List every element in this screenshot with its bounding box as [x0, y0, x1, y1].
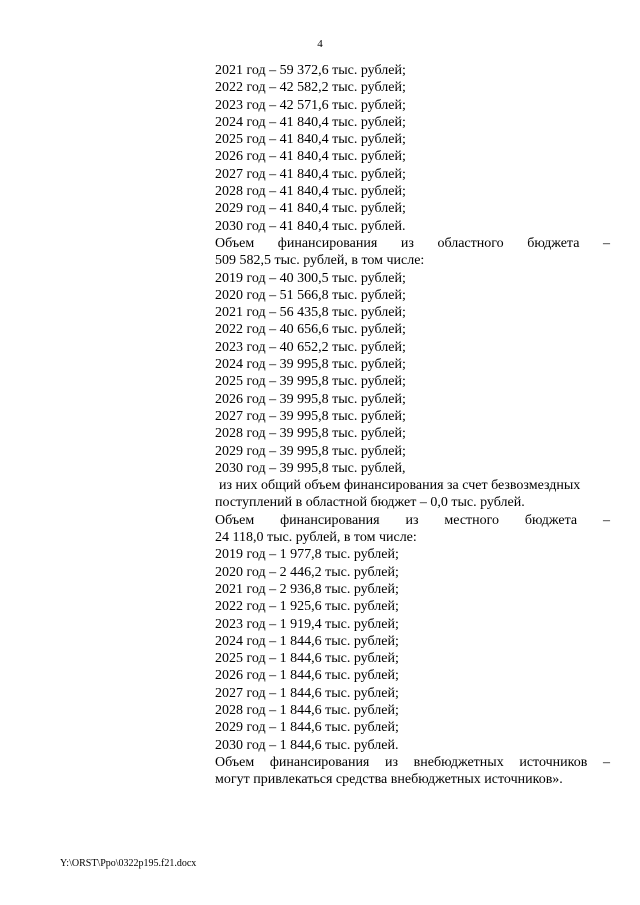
regional-budget-total: 509 582,5 тыс. рублей, в том числе: [215, 253, 425, 269]
funding-year-line: 2027 год – 39 995,8 тыс. рублей; [215, 408, 406, 424]
funding-year-line: 2030 год – 41 840,4 тыс. рублей. [215, 218, 406, 234]
funding-year-line: 2024 год – 39 995,8 тыс. рублей; [215, 357, 406, 373]
funding-year-line: 2027 год – 1 844,6 тыс. рублей; [215, 685, 399, 701]
funding-year-line: 2024 год – 41 840,4 тыс. рублей; [215, 114, 406, 130]
funding-year-line: 2025 год – 1 844,6 тыс. рублей; [215, 651, 399, 667]
funding-year-line: 2020 год – 51 566,8 тыс. рублей; [215, 287, 406, 303]
funding-year-line: 2026 год – 1 844,6 тыс. рублей; [215, 668, 399, 684]
funding-year-line: 2028 год – 39 995,8 тыс. рублей; [215, 426, 406, 442]
funding-year-line: 2024 год – 1 844,6 тыс. рублей; [215, 633, 399, 649]
funding-year-line: 2028 год – 41 840,4 тыс. рублей; [215, 184, 406, 200]
funding-year-line: 2022 год – 1 925,6 тыс. рублей; [215, 599, 399, 615]
funding-year-line: 2021 год – 59 372,6 тыс. рублей; [215, 63, 406, 78]
extrabudget-note: могут привлекаться средства внебюджетных источников». [215, 772, 563, 788]
total-funding-by-year-list [215, 62, 610, 235]
funding-year-line: 2026 год – 39 995,8 тыс. рублей; [215, 391, 406, 407]
funding-year-line: 2025 год – 41 840,4 тыс. рублей; [215, 132, 406, 148]
page-number: 4 [317, 38, 323, 50]
regional-budget-heading: Объем финансирования из областного бюджета – [215, 235, 610, 251]
funding-year-line: 2025 год – 39 995,8 тыс. рублей; [215, 374, 406, 390]
grants-note-line1: из них общий объем финансирования за счет безвозмездных [219, 478, 581, 494]
funding-year-line: 2022 год – 42 582,2 тыс. рублей; [215, 80, 406, 96]
funding-year-line: 2023 год – 42 571,6 тыс. рублей; [215, 97, 406, 113]
funding-year-line: 2026 год – 41 840,4 тыс. рублей; [215, 149, 406, 165]
funding-year-line: 2020 год – 2 446,2 тыс. рублей; [215, 564, 399, 580]
funding-year-line: 2019 год – 40 300,5 тыс. рублей; [215, 270, 406, 286]
funding-year-line: 2023 год – 40 652,2 тыс. рублей; [215, 339, 406, 355]
funding-year-line: 2021 год – 56 435,8 тыс. рублей; [215, 305, 406, 321]
funding-year-line: 2029 год – 41 840,4 тыс. рублей; [215, 201, 406, 217]
funding-year-line: 2022 год – 40 656,6 тыс. рублей; [215, 322, 406, 338]
funding-year-line: 2030 год – 1 844,6 тыс. рублей. [215, 737, 399, 753]
document-body [215, 62, 610, 788]
funding-year-line: 2023 год – 1 919,4 тыс. рублей; [215, 616, 399, 632]
local-funding-by-year-list [215, 546, 610, 754]
funding-year-line: 2028 год – 1 844,6 тыс. рублей; [215, 702, 399, 718]
funding-year-line: 2029 год – 1 844,6 тыс. рублей; [215, 720, 399, 736]
funding-year-line: 2029 год – 39 995,8 тыс. рублей; [215, 443, 406, 459]
local-budget-heading: Объем финансирования из местного бюджета – [215, 512, 610, 528]
funding-year-line: 2027 год – 41 840,4 тыс. рублей; [215, 166, 406, 182]
extrabudget-heading: Объем финансирования из внебюджетных источников – [215, 754, 610, 770]
funding-year-line: 2030 год – 39 995,8 тыс. рублей, [215, 460, 406, 476]
local-budget-total: 24 118,0 тыс. рублей, в том числе: [215, 530, 417, 546]
funding-year-line: 2021 год – 2 936,8 тыс. рублей; [215, 581, 399, 597]
funding-year-line: 2019 год – 1 977,8 тыс. рублей; [215, 547, 399, 563]
footer-file-path: Y:\ORST\Ppo\0322p195.f21.docx [60, 858, 197, 869]
regional-funding-by-year-list [215, 270, 610, 478]
grants-note-line2: поступлений в областной бюджет – 0,0 тыс. рублей. [215, 495, 525, 511]
